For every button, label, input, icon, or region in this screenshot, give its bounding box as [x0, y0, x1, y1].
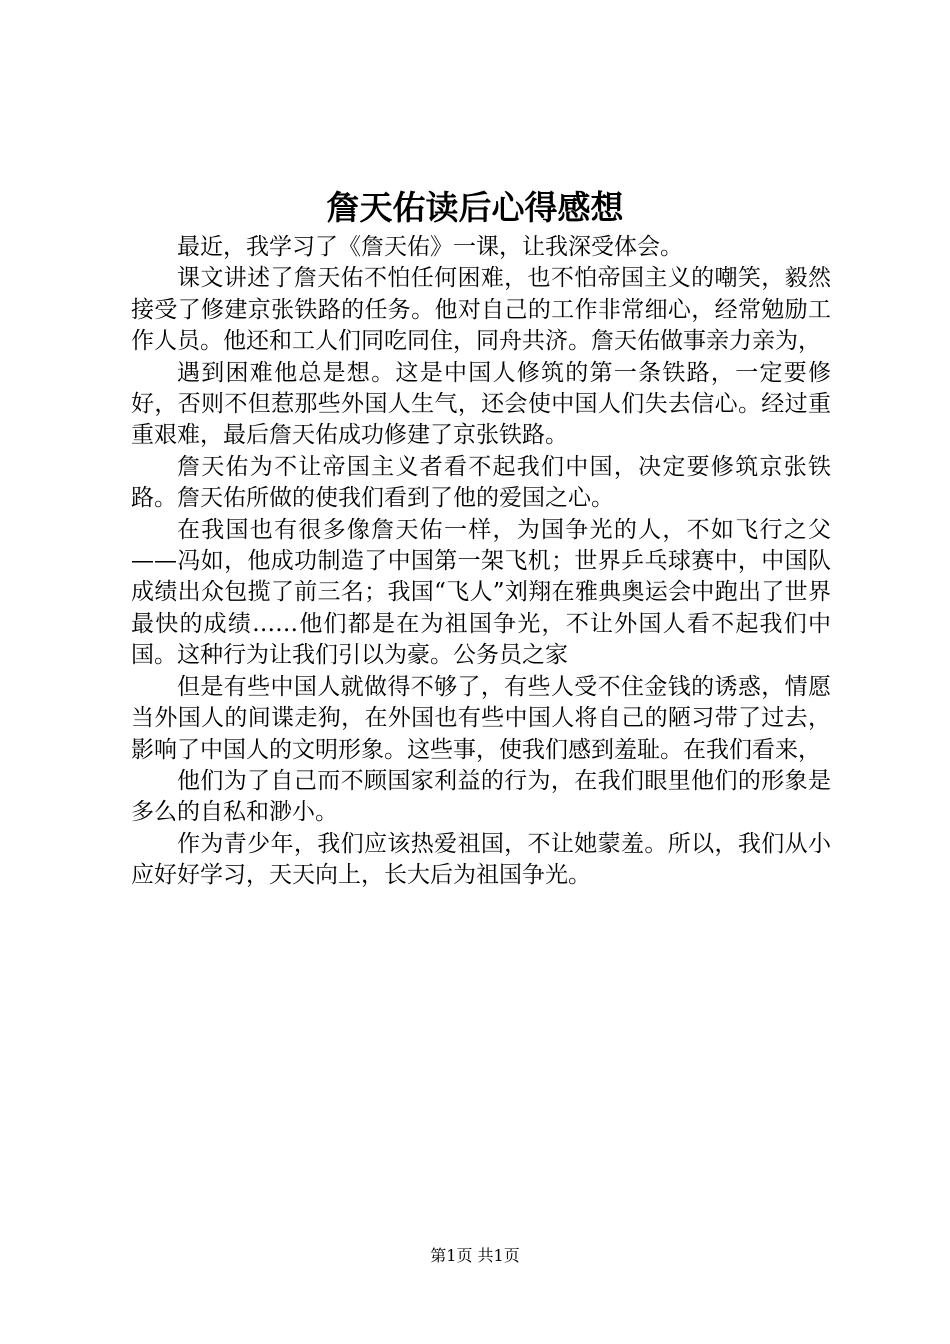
paragraph: 作为青少年，我们应该热爱祖国，不让她蒙羞。所以，我们从小应好好学习，天天向上，长大后为祖国争光。 — [131, 830, 831, 889]
paragraph: 在我国也有很多像詹天佑一样，为国争光的人，不如飞行之父——冯如，他成功制造了中国第一架飞机；世界乒乓球赛中，中国队成绩出众包揽了前三名；我国“飞人”刘翔在雅典奥运会中跑出了世界最快的成绩……他们都是在为祖国争光，不让外国人看不起我们中国。这种行为让我们引以为豪。公务员之家 — [131, 516, 831, 669]
page-footer: 第1页 共1页 — [430, 1246, 520, 1265]
paragraph: 最近，我学习了《詹天佑》一课，让我深受体会。 — [177, 234, 683, 260]
paragraph: 遇到困难他总是想。这是中国人修筑的第一条铁路，一定要修好，否则不但惹那些外国人生气，还会使中国人们失去信心。经过重重艰难，最后詹天佑成功修建了京张铁路。 — [131, 359, 831, 449]
paragraph: 他们为了自己而不顾国家利益的行为，在我们眼里他们的形象是多么的自私和渺小。 — [131, 767, 831, 826]
document-body — [131, 232, 831, 892]
document-title: 詹天佑读后心得感想 — [326, 188, 624, 227]
paragraph: 课文讲述了詹天佑不怕任何困难，也不怕帝国主义的嘲笑，毅然接受了修建京张铁路的任务。他对自己的工作非常细心，经常勉励工作人员。他还和工人们同吃同住，同舟共济。詹天佑做事亲力亲为， — [131, 265, 831, 355]
paragraph: 詹天佑为不让帝国主义者看不起我们中国，决定要修筑京张铁路。詹天佑所做的使我们看到了他的爱国之心。 — [131, 453, 831, 512]
paragraph: 但是有些中国人就做得不够了，有些人受不住金钱的诱惑，情愿当外国人的间谍走狗，在外国也有些中国人将自己的陋习带了过去，影响了中国人的文明形象。这些事，使我们感到羞耻。在我们看来， — [131, 673, 831, 763]
